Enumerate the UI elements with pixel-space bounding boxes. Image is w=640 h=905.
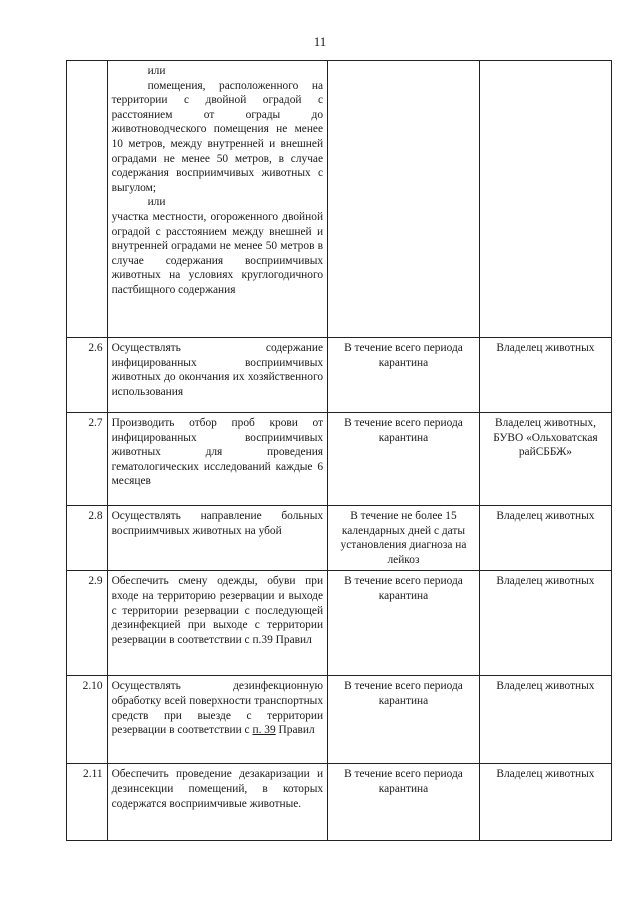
- row-number: 2.10: [67, 676, 108, 764]
- row-number: 2.6: [67, 338, 108, 413]
- table-row: [67, 338, 612, 413]
- table-row: [67, 676, 612, 764]
- row-number: 2.9: [67, 571, 108, 676]
- row-number: 2.8: [67, 506, 108, 571]
- row-number-cell: [67, 61, 108, 338]
- term-cell: [328, 61, 480, 338]
- rule-reference-link[interactable]: п. 39: [252, 724, 276, 737]
- quarantine-measures-table: [66, 60, 612, 841]
- table-row: [67, 506, 612, 571]
- responsible-cell: [479, 61, 611, 338]
- term-text: В течение всего периода карантина: [328, 676, 480, 764]
- responsible-text: Владелец животных: [479, 506, 611, 571]
- row-number: 2.11: [67, 764, 108, 841]
- action-text: Обеспечить проведение дезакаризации и дезинсекции помещений, в которых содержатся восприимчивые животные.: [107, 764, 327, 841]
- row-number: 2.7: [67, 413, 108, 506]
- table-row: [67, 413, 612, 506]
- responsible-text: Владелец животных: [479, 676, 611, 764]
- term-text: В течение всего периода карантина: [328, 413, 480, 506]
- alternative-or: или: [147, 65, 166, 77]
- action-text: Производить отбор проб крови от инфицированных восприимчивых животных для проведения гематологических исследований каждые 6 месяцев: [107, 413, 327, 506]
- table-row: [67, 764, 612, 841]
- responsible-text: Владелец животных, БУВО «Ольховатская райСББЖ»: [479, 413, 611, 506]
- table-row: [67, 571, 612, 676]
- responsible-text: Владелец животных: [479, 338, 611, 413]
- term-text: В течение всего периода карантина: [328, 338, 480, 413]
- term-text: В течение всего периода карантина: [328, 764, 480, 841]
- action-text: Осуществлять содержание инфицированных восприимчивых животных до окончания их хозяйственного использования: [107, 338, 327, 413]
- term-text: В течение не более 15 календарных дней с даты установления диагноза на лейкоз: [328, 506, 480, 571]
- alternative-text: помещения, расположенного на территории с двойной оградой с расстоянием от ограды до животноводческого помещения не менее 10 метров, между внутренней и внешней оградами не менее 50 метров, в случае содержания восприимчивых животных с выгулом;: [111, 79, 324, 194]
- action-text: Обеспечить смену одежды, обуви при входе на территорию резервации и выходе с территории резервации с последующей дезинфекцией при выходе с территории резервации в соответствии с п.39 Правил: [107, 571, 327, 676]
- page-number: 11: [313, 34, 327, 49]
- responsible-text: Владелец животных: [479, 571, 611, 676]
- action-text: Осуществлять направление больных восприимчивых животных на убой: [107, 506, 327, 571]
- alternative-text: участка местности, огороженного двойной оградой с расстоянием между внешней и внутренней оградами не менее 50 метров в случае содержания восприимчивых животных на условиях круглогодичного пастбищного содержания: [111, 210, 324, 296]
- table-row: [67, 61, 612, 338]
- action-text-tail: Правил: [278, 724, 315, 737]
- action-cell: [107, 61, 327, 338]
- responsible-text: Владелец животных: [479, 764, 611, 841]
- alternative-or: или: [147, 196, 166, 209]
- action-cell: [107, 676, 327, 764]
- action-text: Осуществлять дезинфекционную обработку всей поверхности транспортных средств при выезде с территории резервации в соответствии с: [111, 680, 324, 737]
- term-text: В течение всего периода карантина: [328, 571, 480, 676]
